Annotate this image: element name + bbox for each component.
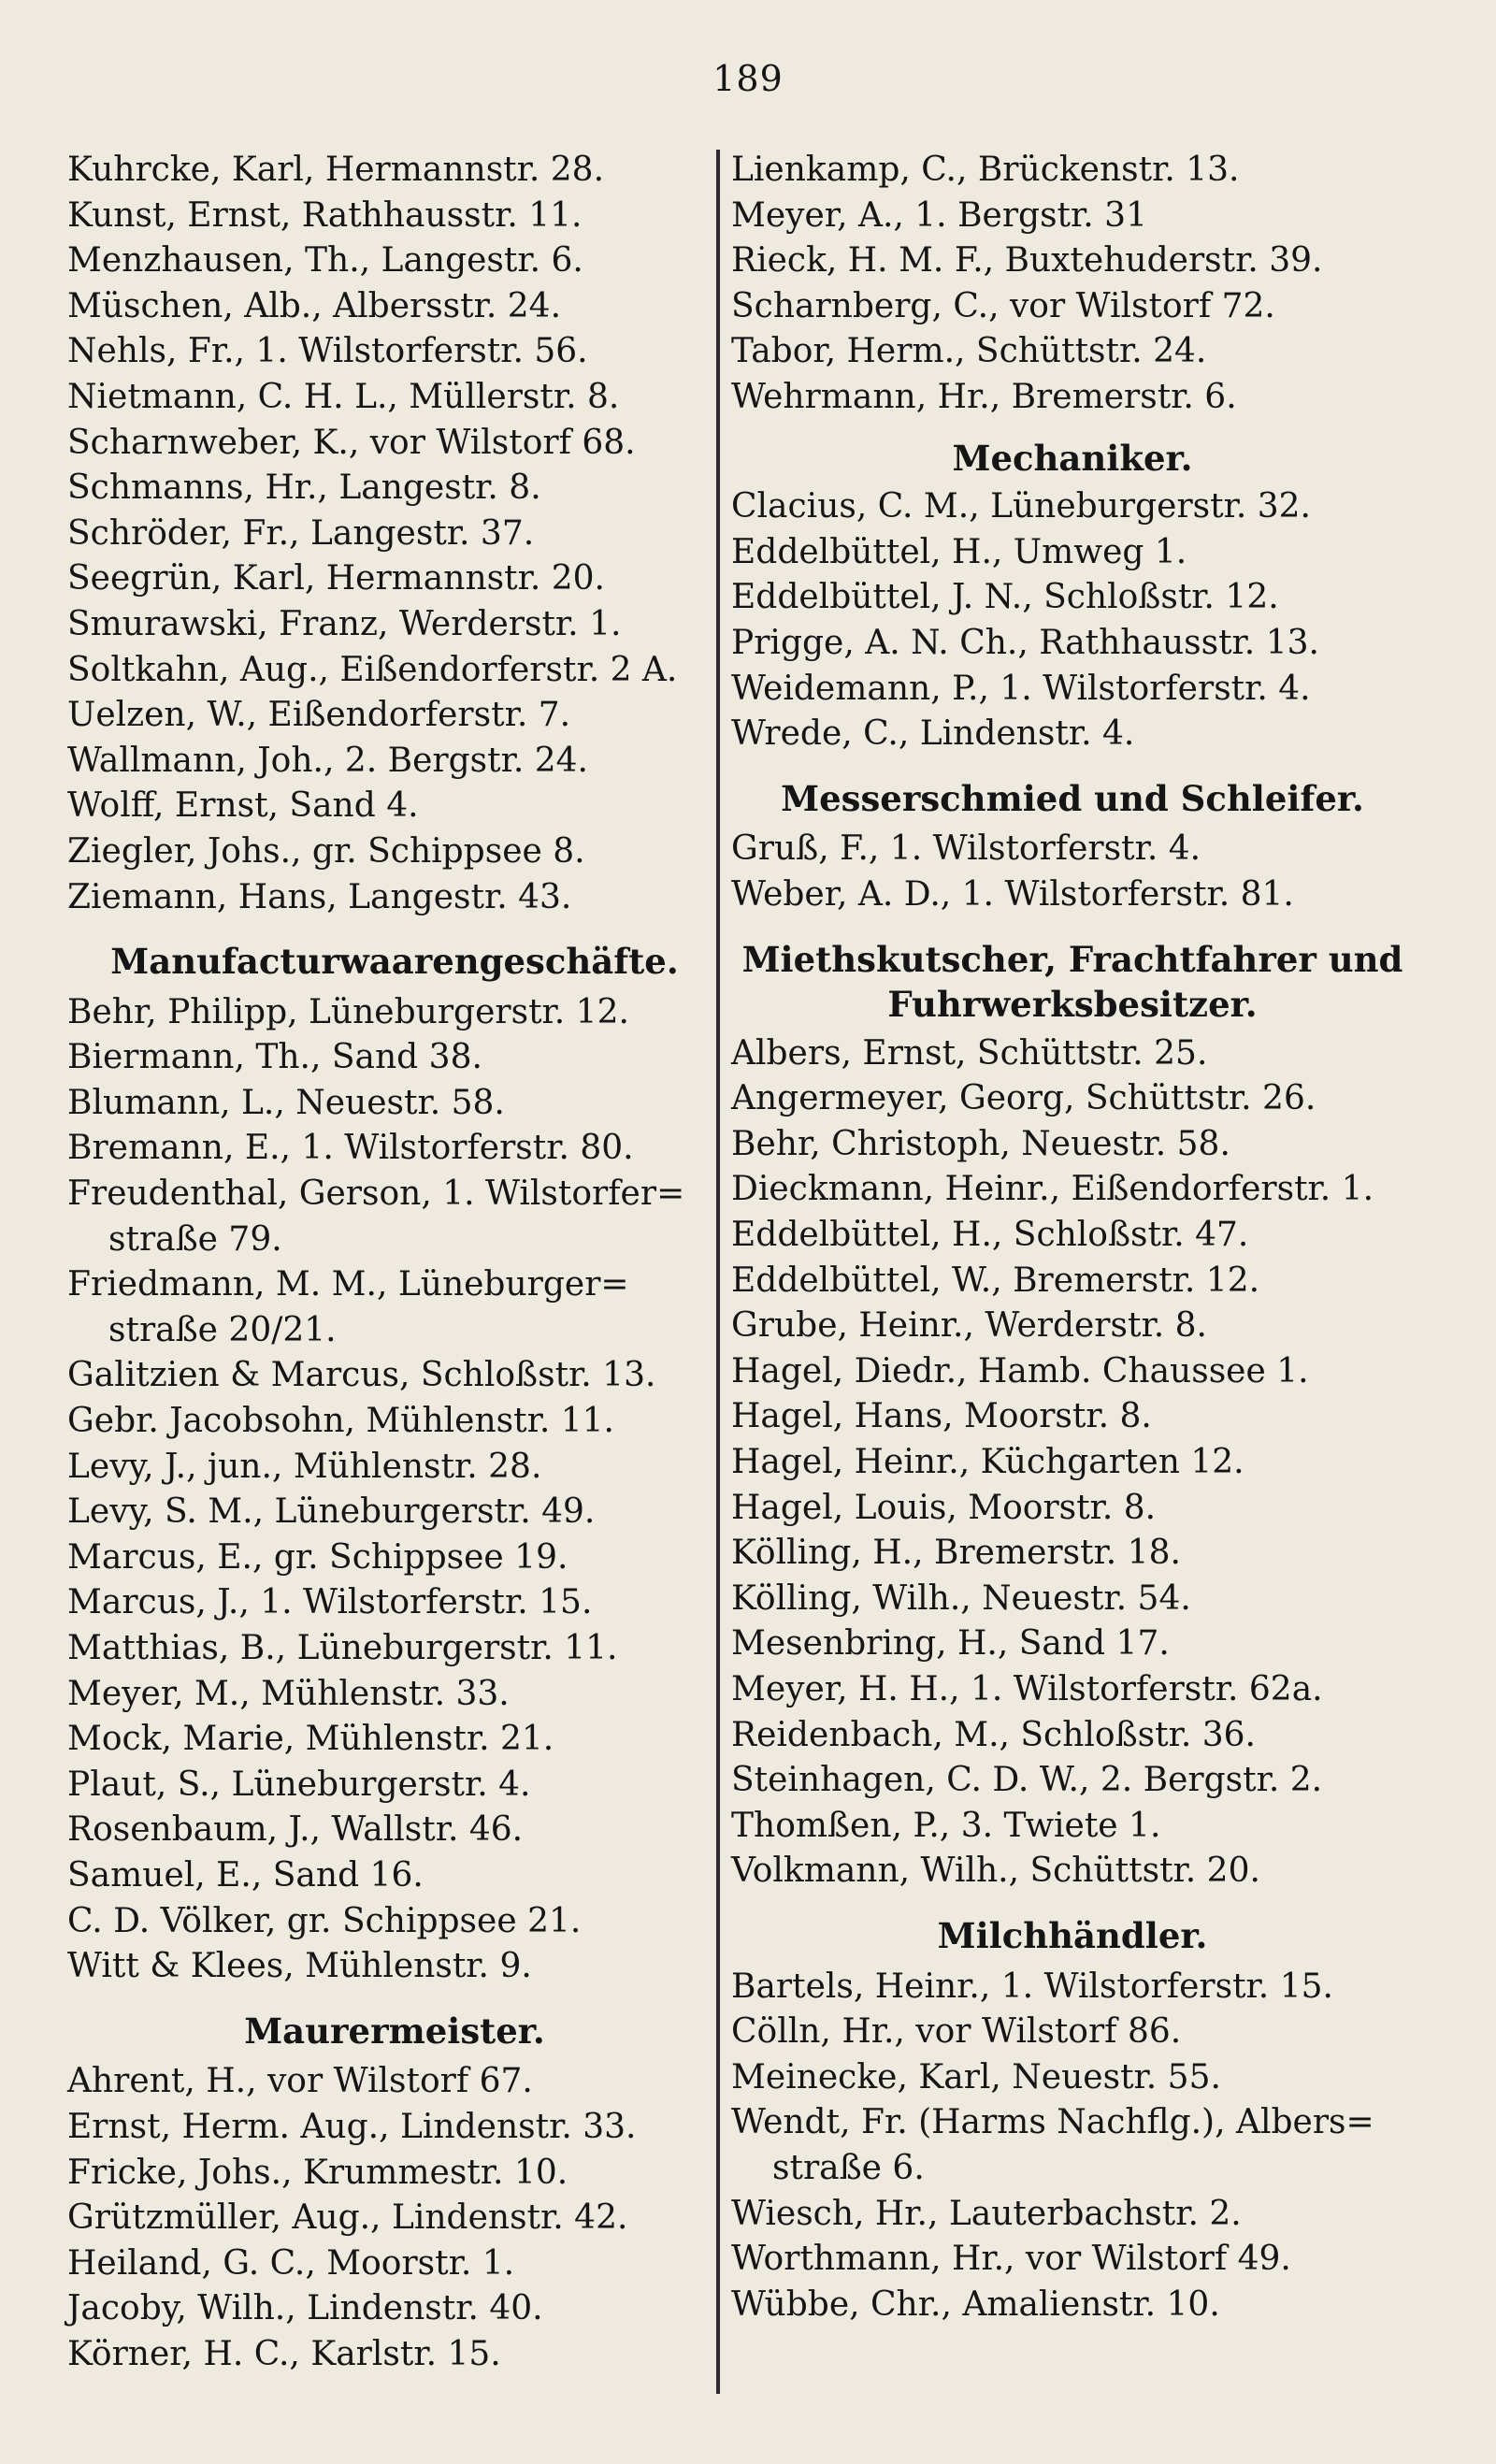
list-item: Uelzen, W., Eißendorferstr. 7.: [67, 696, 571, 735]
list-item: Mock, Marie, Mühlenstr. 21.: [67, 1720, 554, 1759]
list-item: Meyer, A., 1. Bergstr. 31: [731, 195, 1147, 235]
list-item-continuation: straße 79.: [108, 1219, 282, 1259]
list-item: Levy, J., jun., Mühlenstr. 28.: [67, 1447, 542, 1486]
heading-miethskutscher: Miethskutscher, Frachtfahrer und: [741, 938, 1403, 980]
list-item: Meyer, H. H., 1. Wilstorferstr. 62a.: [731, 1670, 1323, 1708]
list-item: Witt & Klees, Mühlenstr. 9.: [67, 1947, 532, 1986]
list-item: Gruß, F., 1. Wilstorferstr. 4.: [731, 829, 1201, 869]
page-number: 189: [712, 58, 784, 99]
list-item: Eddelbüttel, H., Schloßstr. 47.: [731, 1216, 1249, 1255]
list-item: Angermeyer, Georg, Schüttstr. 26.: [731, 1079, 1316, 1118]
list-item: Weidemann, P., 1. Wilstorferstr. 4.: [731, 669, 1311, 708]
list-item: Mesenbring, H., Sand 17.: [731, 1624, 1170, 1664]
list-item: Körner, H. C., Karlstr. 15.: [67, 2334, 501, 2373]
milch-list-b: [731, 2192, 1414, 2328]
heading-milchhaendler: Milchhändler.: [937, 1914, 1208, 1956]
list-item: Ahrent, H., vor Wilstorf 67.: [67, 2062, 533, 2101]
list-item: Müschen, Alb., Albersstr. 24.: [67, 286, 562, 325]
list-item: Tabor, Herm., Schüttstr. 24.: [731, 332, 1207, 371]
list-item: Schröder, Fr., Langestr. 37.: [67, 513, 535, 553]
list-item: Thomßen, P., 3. Twiete 1.: [731, 1806, 1161, 1845]
list-item: Worthmann, Hr., vor Wilstorf 49.: [731, 2240, 1291, 2279]
list-item: Lienkamp, C., Brückenstr. 13.: [731, 151, 1240, 189]
list-item: Wrede, C., Lindenstr. 4.: [731, 714, 1135, 754]
list-item: Grube, Heinr., Werderstr. 8.: [731, 1306, 1207, 1346]
list-item: Marcus, J., 1. Wilstorferstr. 15.: [67, 1583, 593, 1622]
list-item: Nietmann, C. H. L., Müllerstr. 8.: [67, 377, 620, 416]
list-item: Meinecke, Karl, Neuestr. 55.: [731, 2057, 1221, 2097]
list-item: Eddelbüttel, W., Bremerstr. 12.: [731, 1261, 1260, 1300]
heading-mechaniker: Mechaniker.: [952, 437, 1193, 479]
heading-manufacturwaarengeschaefte: Manufacturwaarengeschäfte.: [110, 941, 679, 983]
list-item: Scharnberg, C., vor Wilstorf 72.: [731, 286, 1275, 325]
list-item: Gebr. Jacobsohn, Mühlenstr. 11.: [67, 1402, 614, 1441]
heading-maurermeister: Maurermeister.: [244, 2010, 545, 2052]
list-item: Jacoby, Wilh., Lindenstr. 40.: [67, 2289, 543, 2328]
list-item: Ziegler, Johs., gr. Schippsee 8.: [67, 831, 585, 871]
list-item: Heiland, G. C., Moorstr. 1.: [67, 2243, 515, 2283]
list-item: Prigge, A. N. Ch., Rathhausstr. 13.: [731, 623, 1319, 662]
list-item: Albers, Ernst, Schüttstr. 25.: [731, 1033, 1208, 1073]
manufactur-list-a: [67, 990, 722, 1172]
list-item: Kuhrcke, Karl, Hermannstr. 28.: [67, 151, 605, 189]
left-column: [67, 148, 722, 2378]
mechaniker-list: [731, 484, 1414, 757]
list-item: Hagel, Hans, Moorstr. 8.: [731, 1397, 1152, 1436]
list-item: Meyer, M., Mühlenstr. 33.: [67, 1674, 510, 1713]
list-item: Wehrmann, Hr., Bremerstr. 6.: [731, 377, 1237, 416]
list-item: Cölln, Hr., vor Wilstorf 86.: [731, 2012, 1182, 2052]
list-item: Freudenthal, Gerson, 1. Wilstorfer=: [67, 1174, 685, 1214]
list-item: Ziemann, Hans, Langestr. 43.: [67, 877, 572, 916]
list-item: Behr, Christoph, Neuestr. 58.: [731, 1124, 1230, 1163]
list-item: Weber, A. D., 1. Wilstorferstr. 81.: [731, 874, 1294, 914]
list-item: Steinhagen, C. D. W., 2. Bergstr. 2.: [731, 1761, 1323, 1800]
left-block-1: [67, 148, 722, 920]
list-item: Reidenbach, M., Schloßstr. 36.: [731, 1715, 1256, 1754]
list-item: Wübbe, Chr., Amalienstr. 10.: [731, 2284, 1220, 2324]
list-item: Menzhausen, Th., Langestr. 6.: [67, 241, 583, 281]
list-item: Scharnweber, K., vor Wilstorf 68.: [67, 423, 636, 462]
list-item: Plaut, S., Lüneburgerstr. 4.: [67, 1765, 531, 1804]
list-item: Fricke, Johs., Krummestr. 10.: [67, 2153, 568, 2192]
list-item: Wendt, Fr. (Harms Nachflg.), Albers=: [731, 2103, 1374, 2142]
list-item: Eddelbüttel, H., Umweg 1.: [731, 532, 1187, 571]
list-item: Rieck, H. M. F., Buxtehuderstr. 39.: [731, 241, 1323, 281]
right-block-1: [731, 148, 1414, 421]
list-item: C. D. Völker, gr. Schippsee 21.: [67, 1901, 582, 1940]
list-item: Hagel, Louis, Moorstr. 8.: [731, 1488, 1157, 1527]
list-item: Levy, S. M., Lüneburgerstr. 49.: [67, 1492, 596, 1532]
list-item: Kölling, H., Bremerstr. 18.: [731, 1534, 1181, 1573]
list-item: Hagel, Diedr., Hamb. Chaussee 1.: [731, 1351, 1309, 1391]
heading-messerschmied: Messerschmied und Schleifer.: [781, 777, 1364, 819]
list-item: Wiesch, Hr., Lauterbachstr. 2.: [731, 2194, 1242, 2233]
list-item: Rosenbaum, J., Wallstr. 46.: [67, 1810, 524, 1850]
list-item: Wolff, Ernst, Sand 4.: [67, 786, 419, 826]
list-item: Seegrün, Karl, Hermannstr. 20.: [67, 559, 605, 598]
list-item: Eddelbüttel, J. N., Schloßstr. 12.: [731, 578, 1279, 617]
list-item: Hagel, Heinr., Küchgarten 12.: [731, 1443, 1244, 1482]
list-item: Bartels, Heinr., 1. Wilstorferstr. 15.: [731, 1967, 1333, 2006]
list-item-continuation: straße 20/21.: [108, 1310, 337, 1349]
list-item: Nehls, Fr., 1. Wilstorferstr. 56.: [67, 332, 588, 371]
heading-miethskutscher-line-2: Fuhrwerksbesitzer.: [887, 984, 1258, 1026]
list-item: Wallmann, Joh., 2. Bergstr. 24.: [67, 741, 588, 780]
list-item: Grützmüller, Aug., Lindenstr. 42.: [67, 2198, 628, 2238]
maurer-list: [67, 2059, 722, 2377]
list-item: Behr, Philipp, Lüneburgerstr. 12.: [67, 992, 629, 1031]
manufactur-list-b: [67, 1353, 722, 1989]
list-item: Blumann, L., Neuestr. 58.: [67, 1083, 505, 1122]
list-item: Clacius, C. M., Lüneburgerstr. 32.: [731, 487, 1311, 526]
list-item-continuation: straße 6.: [772, 2148, 925, 2187]
list-item: Volkmann, Wilh., Schüttstr. 20.: [731, 1852, 1260, 1891]
right-column: [731, 148, 1414, 2327]
list-item: Ernst, Herm. Aug., Lindenstr. 33.: [67, 2107, 637, 2146]
messerschmied-list: [731, 827, 1414, 917]
list-item: Friedmann, M. M., Lüneburger=: [67, 1265, 629, 1304]
list-item: Matthias, B., Lüneburgerstr. 11.: [67, 1629, 618, 1667]
list-item: Soltkahn, Aug., Eißendorferstr. 2 A.: [67, 650, 678, 689]
list-item: Bremann, E., 1. Wilstorferstr. 80.: [67, 1129, 634, 1168]
list-item: Schmanns, Hr., Langestr. 8.: [67, 468, 541, 508]
list-item: Galitzien & Marcus, Schloßstr. 13.: [67, 1356, 656, 1395]
miethskutscher-list: [731, 1031, 1414, 1895]
list-item: Dieckmann, Heinr., Eißendorferstr. 1.: [731, 1170, 1374, 1209]
list-item: Biermann, Th., Sand 38.: [67, 1038, 482, 1077]
list-item: Samuel, E., Sand 16.: [67, 1855, 424, 1895]
list-item: Marcus, E., gr. Schippsee 19.: [67, 1537, 568, 1577]
list-item: Smurawski, Franz, Werderstr. 1.: [67, 604, 622, 643]
list-item: Kunst, Ernst, Rathhausstr. 11.: [67, 195, 583, 235]
milch-list-a: [731, 1965, 1414, 2101]
list-item: Kölling, Wilh., Neuestr. 54.: [731, 1578, 1191, 1618]
